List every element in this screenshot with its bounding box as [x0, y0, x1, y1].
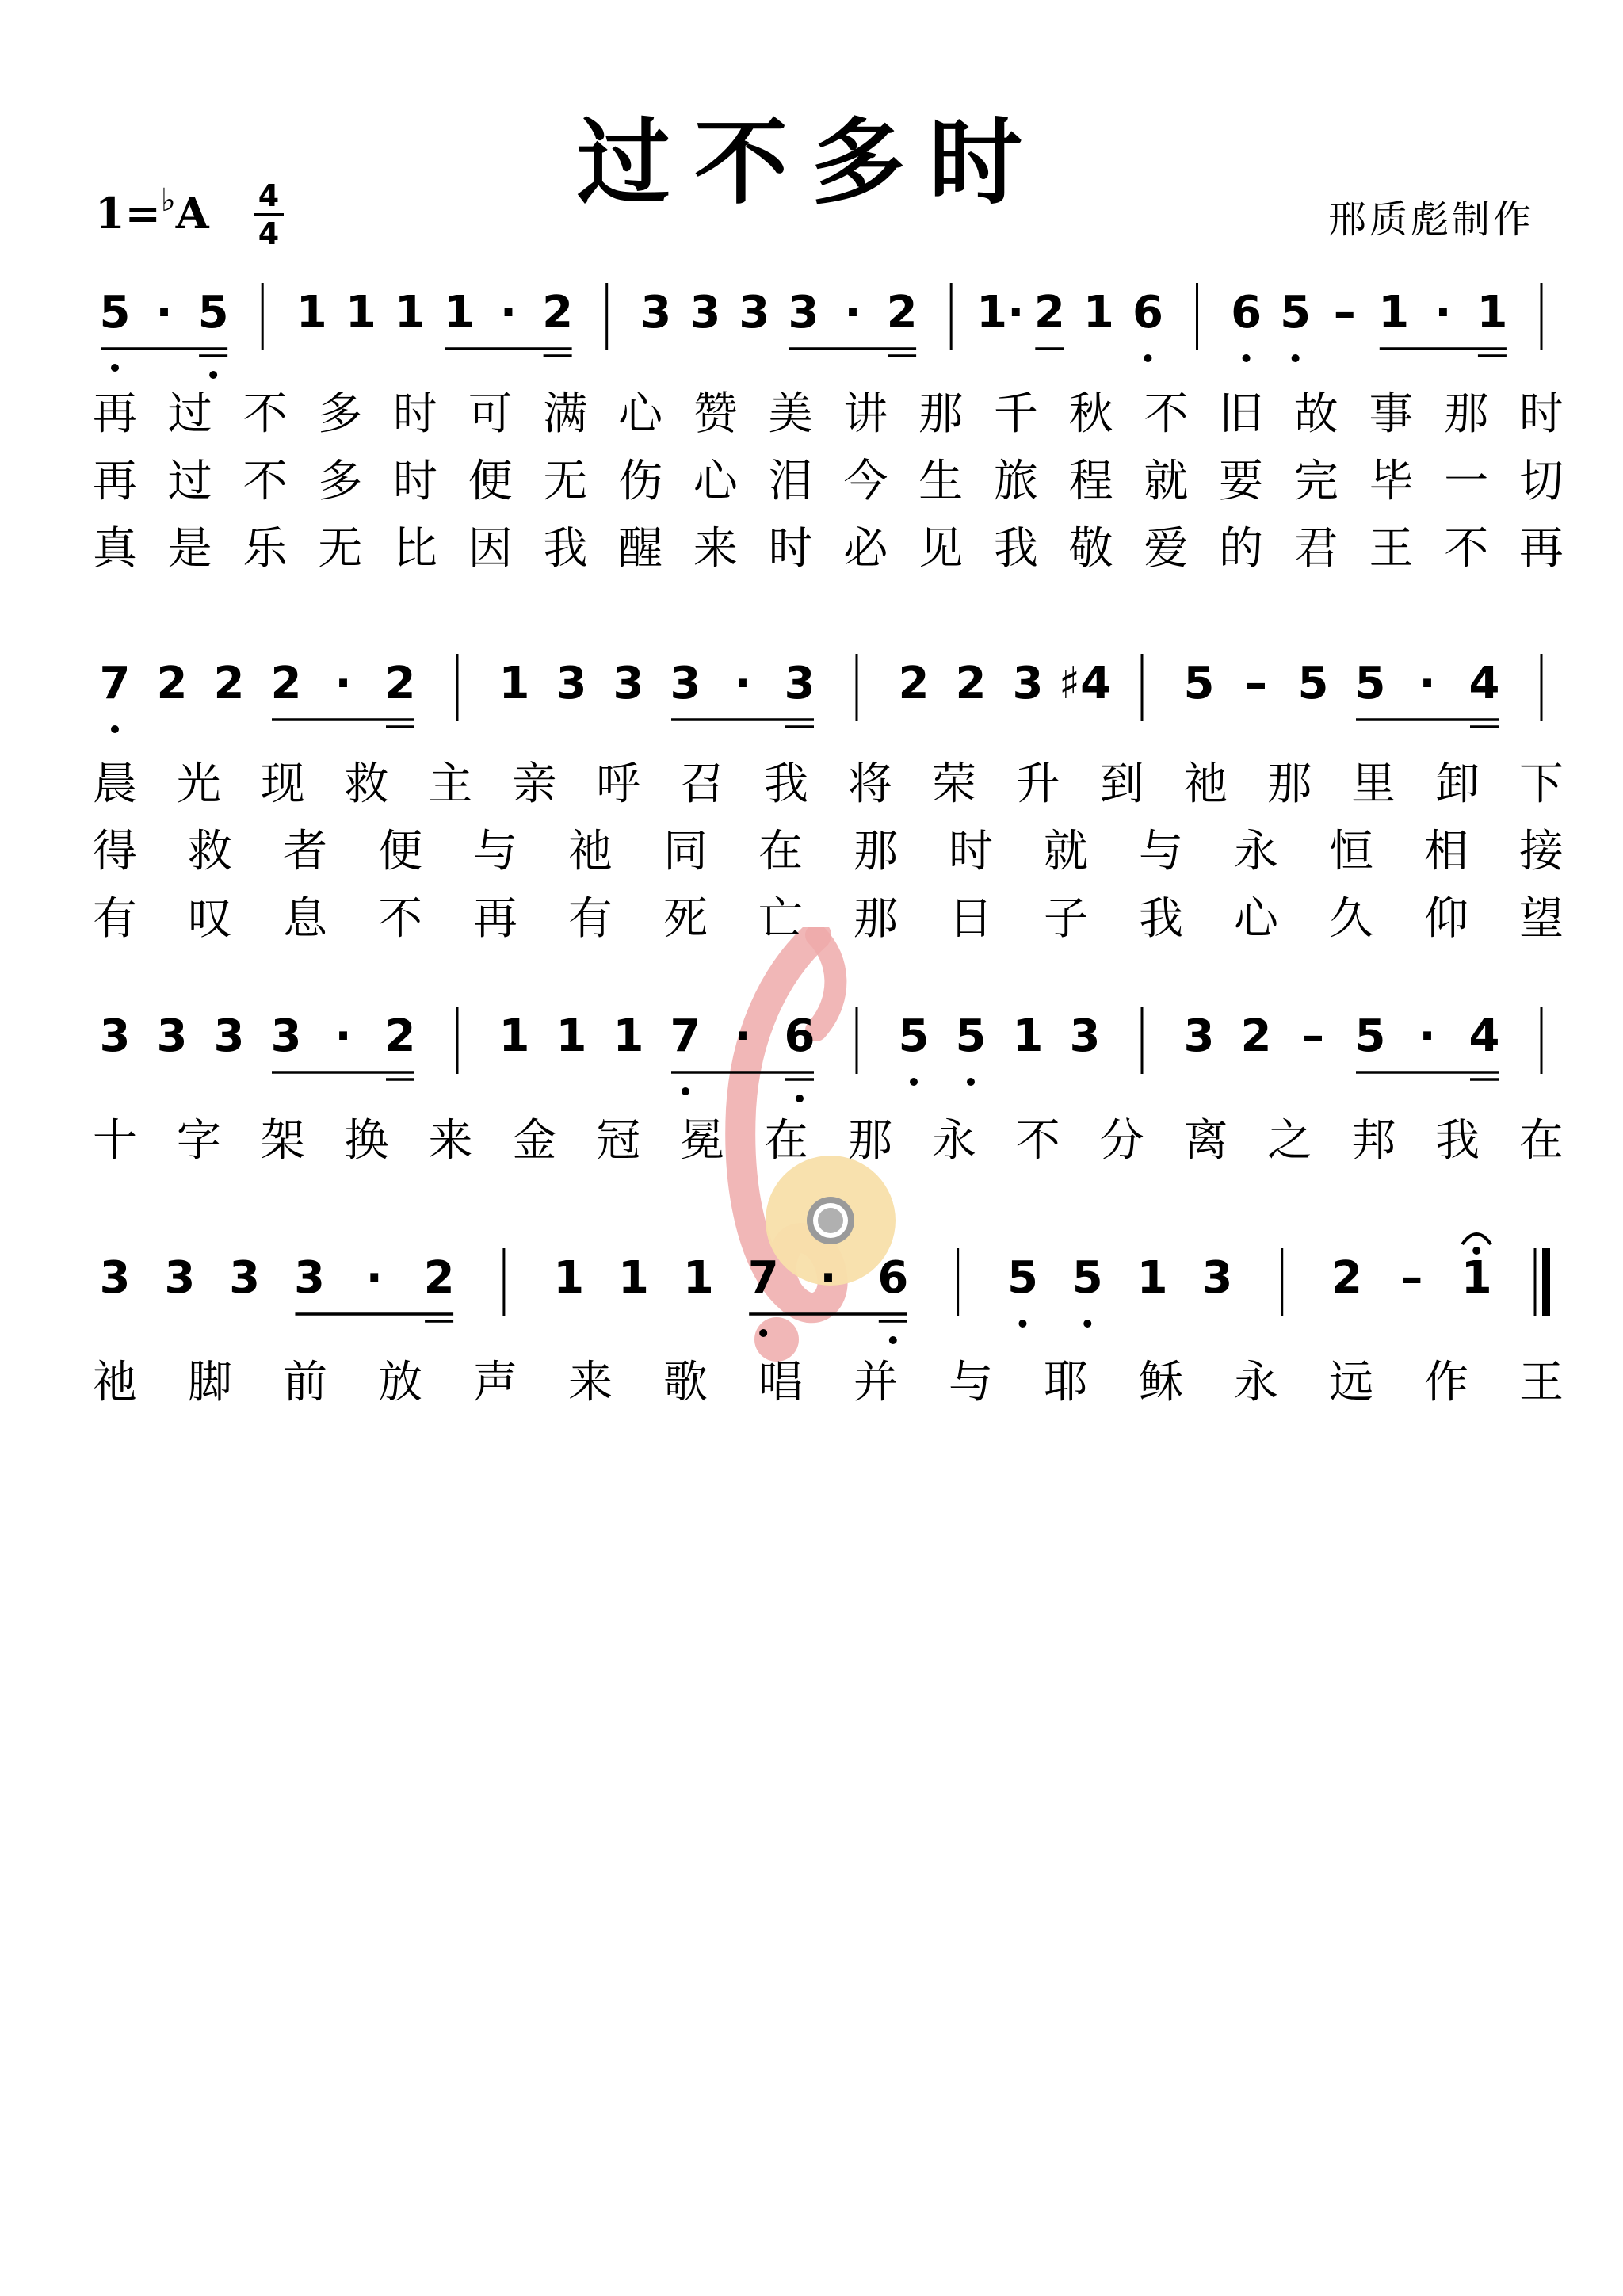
lyric-syllable: 伤 — [618, 456, 663, 507]
lyric-syllable: 冕 — [680, 1115, 725, 1167]
lyric-syllable: 得 — [93, 826, 137, 877]
lyric-line — [0, 749, 1623, 810]
lyric-syllable: 再 — [93, 456, 137, 507]
low-octave-dot — [796, 1095, 804, 1102]
lyric-syllable: 荣 — [931, 758, 976, 810]
lyric-syllable: 久 — [1329, 893, 1373, 945]
note-digit: 2 — [955, 658, 987, 709]
note-digit: 2 — [423, 1252, 455, 1304]
lyric-syllable: 之 — [1267, 1115, 1312, 1167]
lyric-syllable: 心 — [1234, 893, 1278, 945]
note-digit: 1 — [394, 287, 426, 338]
lyric-line — [0, 816, 1623, 877]
lyric-syllable: 里 — [1351, 758, 1396, 810]
lyric-syllable: 同 — [663, 826, 708, 877]
lyric-syllable: 冠 — [596, 1115, 641, 1167]
note-digit: 5 — [1183, 658, 1215, 709]
lyric-syllable: 美 — [768, 388, 813, 440]
lyric-syllable: 不 — [378, 893, 422, 945]
lyric-syllable: 敬 — [1068, 523, 1113, 575]
lyric-syllable: 子 — [1044, 893, 1088, 945]
note-digit: 1 — [1136, 1252, 1168, 1304]
note-digit: 2 — [542, 287, 574, 338]
note-digit: 5 — [1071, 1252, 1103, 1304]
time-top: 4 — [258, 178, 280, 213]
lyric-line — [0, 1347, 1623, 1408]
low-octave-dot — [209, 371, 217, 379]
low-octave-dot — [910, 1078, 918, 1086]
note-digit: 3 — [229, 1252, 261, 1304]
lyric-syllable: 歌 — [663, 1357, 708, 1408]
lyric-syllable: 永 — [931, 1115, 976, 1167]
notation-row — [0, 1003, 1623, 1106]
note-digit: 5 — [1354, 1010, 1386, 1062]
lyric-syllable: 与 — [949, 1357, 993, 1408]
lyric-syllable: 毕 — [1369, 456, 1414, 507]
note-digit: 2 — [886, 287, 918, 338]
note-digit: ♯4 — [1058, 658, 1112, 709]
lyric-syllable: 那 — [854, 826, 898, 877]
lyric-syllable: 主 — [428, 758, 473, 810]
lyric-syllable: 叹 — [188, 893, 232, 945]
note-digit: 3 — [739, 287, 770, 338]
lyric-syllable: 真 — [93, 523, 137, 575]
lyric-syllable: 将 — [847, 758, 892, 810]
lyric-syllable: 时 — [392, 388, 437, 440]
lyric-syllable: 作 — [1424, 1357, 1468, 1408]
dot-mark: · — [1434, 287, 1452, 338]
lyric-syllable: 光 — [176, 758, 221, 810]
dot-mark: · — [1419, 1010, 1436, 1062]
low-octave-dot — [1018, 1320, 1026, 1328]
notation-row — [0, 279, 1623, 382]
lyric-syllable: 可 — [468, 388, 513, 440]
lyric-syllable: 亡 — [758, 893, 803, 945]
lyric-syllable: 远 — [1329, 1357, 1373, 1408]
lyric-syllable: 脚 — [188, 1357, 232, 1408]
lyric-syllable: 十 — [93, 1115, 137, 1167]
lyric-syllable: 来 — [693, 523, 738, 575]
note-digit: 1 — [345, 287, 376, 338]
lyric-syllable: 那 — [854, 893, 898, 945]
note-digit: 3 — [1012, 658, 1044, 709]
lyric-syllable: 乐 — [242, 523, 288, 575]
lyric-syllable: 下 — [1519, 758, 1564, 810]
dot-mark: · — [155, 287, 173, 338]
lyric-syllable: 君 — [1293, 523, 1338, 575]
note-digit: 1 — [682, 1252, 714, 1304]
lyric-syllable: 永 — [1234, 1357, 1278, 1408]
lyric-syllable: 接 — [1519, 826, 1564, 877]
lyric-syllable: 来 — [568, 1357, 613, 1408]
lyric-syllable: 与 — [473, 826, 517, 877]
lyric-syllable: 架 — [260, 1115, 305, 1167]
note-digit: 1 — [443, 287, 475, 338]
note-digit: 3 — [640, 287, 672, 338]
lyric-syllable: 旅 — [993, 456, 1038, 507]
lyric-syllable: 再 — [1519, 523, 1564, 575]
note-digit: 3 — [164, 1252, 196, 1304]
note-digit: 6 — [1132, 287, 1163, 338]
lyric-syllable: 祂 — [568, 826, 613, 877]
note-digit: 2 — [384, 1010, 416, 1062]
lyric-syllable: 必 — [843, 523, 888, 575]
lyric-syllable: 卸 — [1435, 758, 1480, 810]
lyric-syllable: 无 — [318, 523, 363, 575]
lyric-syllable: 多 — [318, 456, 363, 507]
lyric-syllable: 心 — [618, 388, 663, 440]
lyric-syllable: 讲 — [843, 388, 888, 440]
note-digit: 3 — [213, 1010, 245, 1062]
dot-mark: · — [499, 287, 517, 338]
notation-row — [0, 1244, 1623, 1347]
low-octave-dot — [1144, 354, 1151, 362]
note-digit: 3 — [1069, 1010, 1101, 1062]
lyric-syllable: 救 — [344, 758, 389, 810]
lyric-syllable: 与 — [1139, 826, 1183, 877]
note-digit: 2 — [1033, 287, 1065, 338]
lyric-syllable: 有 — [568, 893, 613, 945]
lyric-syllable: 事 — [1369, 388, 1414, 440]
note-digit: 1 — [1012, 1010, 1044, 1062]
note-digit: 1 — [618, 1252, 650, 1304]
lyric-syllable: 升 — [1015, 758, 1060, 810]
lyric-syllable: 便 — [378, 826, 422, 877]
lyric-syllable: 我 — [993, 523, 1038, 575]
lyric-syllable: 息 — [283, 893, 327, 945]
time-bottom: 4 — [258, 216, 280, 251]
dash-extension: – — [1400, 1252, 1423, 1304]
note-digit: 7 — [747, 1252, 779, 1304]
note-digit: 3 — [784, 658, 815, 709]
lyric-syllable: 呼 — [596, 758, 641, 810]
note-digit: 3 — [99, 1252, 131, 1304]
lyric-syllable: 那 — [847, 1115, 892, 1167]
note-digit: 5 — [1006, 1252, 1038, 1304]
lyric-syllable: 见 — [918, 523, 964, 575]
lyric-syllable: 再 — [473, 893, 517, 945]
lyric-syllable: 满 — [543, 388, 588, 440]
note-digit: 1 — [1476, 287, 1508, 338]
lyric-syllable: 相 — [1424, 826, 1468, 877]
note-digit: 1 — [498, 1010, 530, 1062]
note-digit: 3 — [1183, 1010, 1215, 1062]
lyric-syllable: 生 — [918, 456, 964, 507]
low-octave-dot — [1292, 354, 1300, 362]
low-octave-dot — [111, 364, 119, 372]
note-digit: 6 — [784, 1010, 815, 1062]
note-digit: 2 — [1331, 1252, 1363, 1304]
lyric-syllable: 王 — [1519, 1357, 1564, 1408]
lyric-line — [0, 884, 1623, 945]
lyric-syllable: 仰 — [1424, 893, 1468, 945]
key-prefix: 1= — [95, 188, 161, 239]
low-octave-dot — [111, 725, 119, 733]
lyric-syllable: 我 — [543, 523, 588, 575]
note-digit: 4 — [1468, 658, 1500, 709]
lyric-syllable: 我 — [1435, 1115, 1480, 1167]
lyric-syllable: 恒 — [1329, 826, 1373, 877]
lyric-syllable: 耶 — [1044, 1357, 1088, 1408]
lyric-syllable: 分 — [1099, 1115, 1144, 1167]
lyric-syllable: 亲 — [512, 758, 557, 810]
lyric-syllable: 切 — [1519, 456, 1564, 507]
note-digit: 3 — [689, 287, 721, 338]
note-digit: 3 — [613, 658, 644, 709]
lyric-syllable: 死 — [663, 893, 708, 945]
lyric-syllable: 来 — [428, 1115, 473, 1167]
note-digit: 2 — [1240, 1010, 1272, 1062]
lyric-syllable: 的 — [1219, 523, 1264, 575]
dot-mark: · — [334, 658, 352, 709]
note-digit: 1 — [1378, 287, 1410, 338]
lyric-syllable: 那 — [1267, 758, 1312, 810]
notation-row — [0, 650, 1623, 753]
dot-mark: · — [334, 1010, 352, 1062]
lyric-syllable: 赞 — [693, 388, 738, 440]
lyric-syllable: 那 — [918, 388, 964, 440]
lyric-syllable: 多 — [318, 388, 363, 440]
lyric-syllable: 时 — [1519, 388, 1564, 440]
note-digit: 6 — [1231, 287, 1262, 338]
lyric-syllable: 因 — [468, 523, 513, 575]
lyric-syllable: 现 — [260, 758, 305, 810]
dot-mark: · — [734, 1010, 751, 1062]
lyric-syllable: 金 — [512, 1115, 557, 1167]
note-digit: 5 — [1280, 287, 1312, 338]
lyric-syllable: 放 — [378, 1357, 422, 1408]
note-digit: 5 — [898, 1010, 930, 1062]
author-credit: 邢质彪制作 — [1327, 197, 1534, 242]
lyric-syllable: 今 — [843, 456, 888, 507]
fermata-icon — [1462, 1234, 1491, 1244]
note-digit: 1 — [613, 1010, 644, 1062]
low-octave-dot — [967, 1078, 975, 1086]
lyric-line — [0, 379, 1623, 440]
lyric-syllable: 时 — [392, 456, 437, 507]
lyric-syllable: 过 — [167, 456, 212, 507]
lyric-syllable: 泪 — [768, 456, 813, 507]
dash-extension: – — [1302, 1010, 1324, 1062]
dot-mark: · — [1419, 658, 1436, 709]
note-digit: 3 — [788, 287, 819, 338]
note-digit: 6 — [877, 1252, 909, 1304]
lyric-syllable: 我 — [764, 758, 809, 810]
dot-mark: · — [734, 658, 751, 709]
lyric-syllable: 字 — [176, 1115, 221, 1167]
lyric-syllable: 就 — [1144, 456, 1189, 507]
lyric-syllable: 醒 — [618, 523, 663, 575]
lyric-syllable: 王 — [1369, 523, 1414, 575]
lyric-line — [0, 446, 1623, 507]
lyric-syllable: 就 — [1044, 826, 1088, 877]
note-digit: 1 — [1461, 1252, 1492, 1304]
time-signature — [252, 178, 285, 251]
key-letter: A — [175, 188, 209, 239]
lyric-syllable: 要 — [1219, 456, 1264, 507]
note-digit: 2 — [898, 658, 930, 709]
note-digit: 2 — [156, 658, 188, 709]
lyric-syllable: 便 — [468, 456, 513, 507]
lyric-syllable: 再 — [93, 388, 137, 440]
lyric-syllable: 前 — [283, 1357, 327, 1408]
note-digit: 1 — [498, 658, 530, 709]
note-digit: 1· — [976, 287, 1025, 338]
note-digit: 2 — [213, 658, 245, 709]
lyric-syllable: 晨 — [93, 758, 137, 810]
lyric-syllable: 程 — [1068, 456, 1113, 507]
lyric-syllable: 旧 — [1219, 388, 1264, 440]
lyric-syllable: 过 — [167, 388, 212, 440]
lyric-syllable: 不 — [1015, 1115, 1060, 1167]
lyric-syllable: 在 — [758, 826, 803, 877]
lyric-syllable: 不 — [1444, 523, 1489, 575]
lyric-syllable: 救 — [188, 826, 232, 877]
song-title: 过不多时 — [576, 108, 1046, 217]
note-digit: 3 — [270, 1010, 302, 1062]
lyric-syllable: 望 — [1519, 893, 1564, 945]
lyric-syllable: 祂 — [93, 1357, 137, 1408]
lyric-syllable: 有 — [93, 893, 137, 945]
lyric-syllable: 不 — [1144, 388, 1189, 440]
lyric-line — [0, 514, 1623, 575]
note-digit: 4 — [1468, 1010, 1500, 1062]
lyric-syllable: 一 — [1444, 456, 1489, 507]
lyric-syllable: 故 — [1293, 388, 1338, 440]
low-octave-dot — [1083, 1320, 1091, 1328]
lyric-syllable: 换 — [344, 1115, 389, 1167]
note-digit: 3 — [556, 658, 587, 709]
lyric-syllable: 召 — [680, 758, 725, 810]
note-digit: 3 — [1201, 1252, 1233, 1304]
note-digit: 2 — [270, 658, 302, 709]
lyric-syllable: 永 — [1234, 826, 1278, 877]
lyric-syllable: 祂 — [1183, 758, 1228, 810]
note-digit: 2 — [384, 658, 416, 709]
lyric-syllable: 不 — [242, 388, 288, 440]
lyric-syllable: 时 — [768, 523, 813, 575]
note-digit: 3 — [99, 1010, 131, 1062]
lyric-syllable: 者 — [283, 826, 327, 877]
note-digit: 3 — [156, 1010, 188, 1062]
lyric-syllable: 唱 — [758, 1357, 803, 1408]
note-digit: 5 — [99, 287, 131, 338]
lyric-syllable: 无 — [543, 456, 588, 507]
lyric-syllable: 心 — [693, 456, 738, 507]
note-digit: 5 — [197, 287, 229, 338]
note-digit: 1 — [556, 1010, 587, 1062]
lyric-syllable: 是 — [167, 523, 212, 575]
key-signature — [95, 182, 209, 239]
dot-mark: · — [819, 1252, 837, 1304]
lyric-syllable: 到 — [1099, 758, 1144, 810]
lyric-syllable: 不 — [242, 456, 288, 507]
note-digit: 3 — [293, 1252, 325, 1304]
note-digit: 5 — [1354, 658, 1386, 709]
flat-icon: ♭ — [160, 182, 176, 219]
lyric-syllable: 声 — [473, 1357, 517, 1408]
lyric-syllable: 完 — [1293, 456, 1338, 507]
low-octave-dot — [889, 1336, 897, 1344]
low-octave-dot — [1243, 354, 1251, 362]
lyric-syllable: 邦 — [1351, 1115, 1396, 1167]
low-octave-dot — [759, 1329, 767, 1337]
lyric-syllable: 千 — [993, 388, 1038, 440]
lyric-syllable: 秋 — [1068, 388, 1113, 440]
lyric-syllable: 时 — [949, 826, 993, 877]
lyric-syllable: 离 — [1183, 1115, 1228, 1167]
final-barline-thin — [1534, 1248, 1537, 1316]
note-digit: 7 — [670, 1010, 701, 1062]
dash-extension: – — [1245, 658, 1267, 709]
dot-mark: · — [365, 1252, 383, 1304]
lyric-syllable: 日 — [949, 893, 993, 945]
note-digit: 3 — [670, 658, 701, 709]
lyric-syllable: 在 — [1519, 1115, 1564, 1167]
note-digit: 5 — [955, 1010, 987, 1062]
note-digit: 1 — [1083, 287, 1114, 338]
lyric-syllable: 那 — [1444, 388, 1489, 440]
final-barline-thick — [1542, 1248, 1550, 1316]
low-octave-dot — [682, 1087, 689, 1095]
dot-mark: · — [844, 287, 861, 338]
lyric-syllable: 比 — [392, 523, 437, 575]
note-digit: 5 — [1297, 658, 1329, 709]
note-digit: 1 — [296, 287, 327, 338]
dash-extension: – — [1333, 287, 1356, 338]
lyric-syllable: 我 — [1139, 893, 1183, 945]
note-digit: 1 — [553, 1252, 585, 1304]
lyric-syllable: 稣 — [1139, 1357, 1183, 1408]
lyric-syllable: 爱 — [1144, 523, 1189, 575]
lyric-syllable: 并 — [854, 1357, 898, 1408]
note-digit: 7 — [99, 658, 131, 709]
lyric-line — [0, 1106, 1623, 1167]
lyric-syllable: 在 — [764, 1115, 809, 1167]
